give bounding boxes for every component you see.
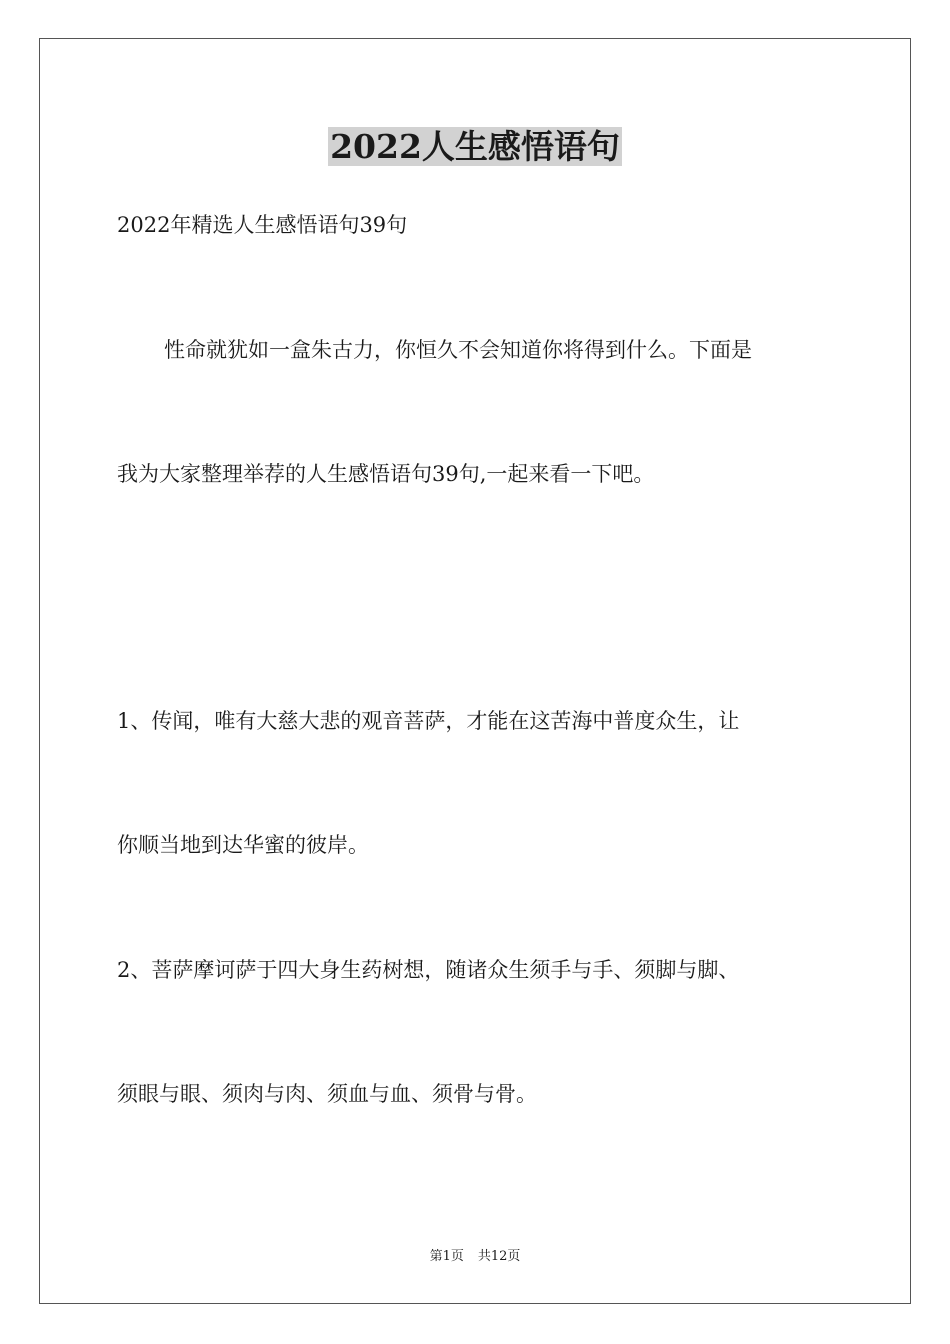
document-title-text: 2022人生感悟语句 [330,127,620,166]
item-1-line-2: 你顺当地到达华蜜的彼岸。 [117,833,369,857]
page-footer [0,1248,950,1266]
item-2-line-1: 2、菩萨摩诃萨于四大身生药树想，随诸众生须手与手、须脚与脚、 [117,958,740,982]
document-subtitle: 2022年精选人生感悟语句39句 [117,213,408,237]
page-number: 第1页 [429,1249,464,1264]
page-total: 共12页 [477,1249,521,1264]
intro-line-2: 我为大家整理举荐的人生感悟语句39句,一起来看一下吧。 [117,462,655,486]
item-1-line-1: 1、传闻，唯有大慈大悲的观音菩萨，才能在这苦海中普度众生，让 [117,709,740,733]
document-title [0,126,950,168]
item-2-line-2: 须眼与眼、须肉与肉、须血与血、须骨与骨。 [117,1082,537,1106]
intro-line-1: 性命就犹如一盒朱古力，你恒久不会知道你将得到什么。下面是 [164,338,752,362]
